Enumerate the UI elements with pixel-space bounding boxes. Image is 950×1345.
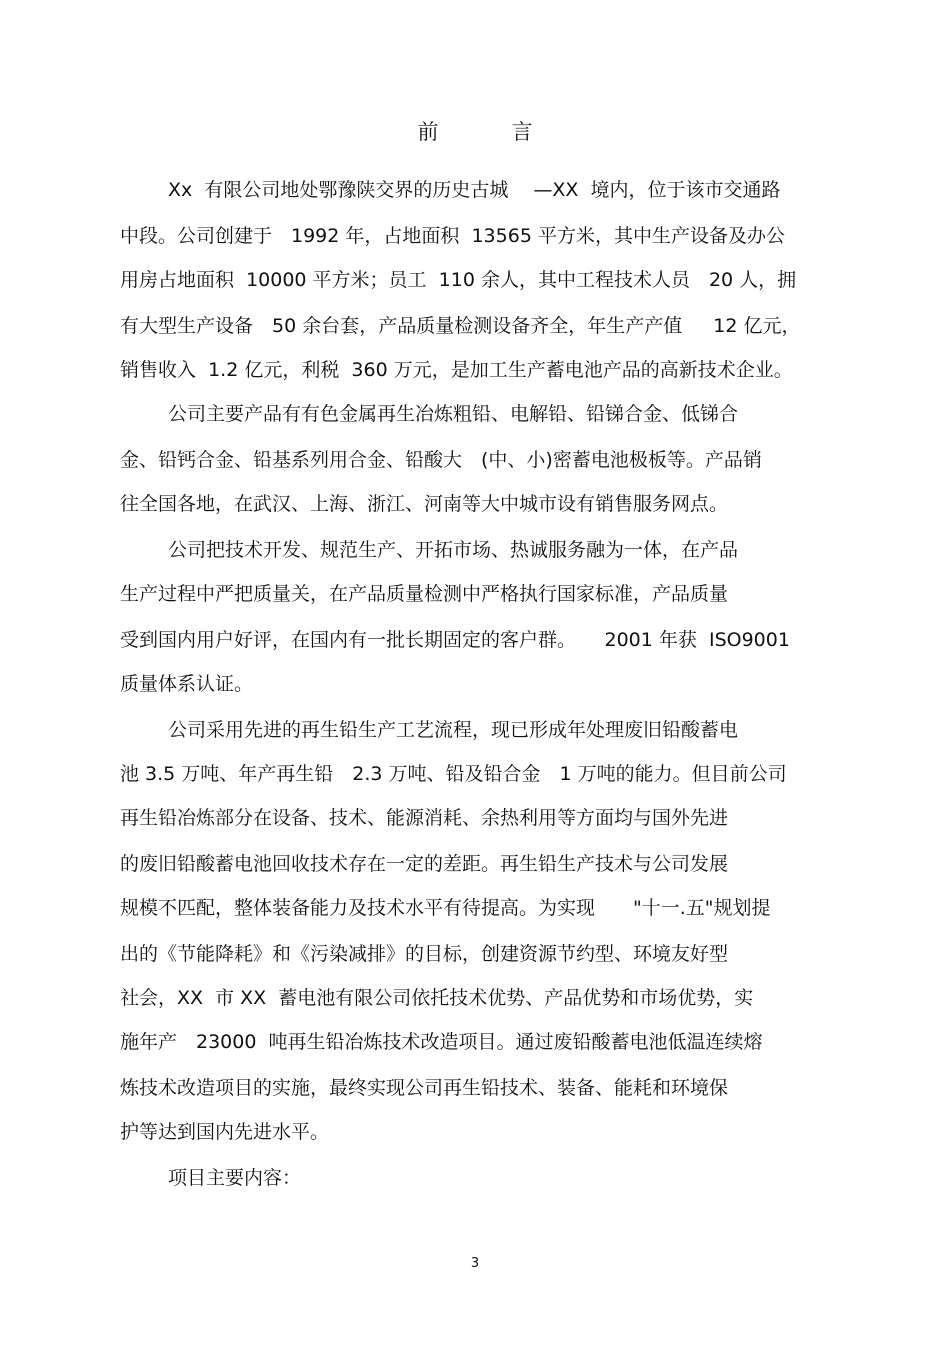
paragraph-line: 的废旧铅酸蓄电池回收技术存在一定的差距。再生铅生产技术与公司发展 [120,853,729,875]
paragraph-line: 再生铅冶炼部分在设备、技术、能源消耗、余热利用等方面均与国外先进 [120,807,729,829]
paragraph-line: 金、铅钙合金、铅基系列用合金、铅酸大 (中、小)密蓄电池极板等。产品销 [120,449,762,471]
page-number: 3 [470,1256,480,1271]
paragraph-line: 受到国内用户好评，在国内有一批长期固定的客户群。 2001 年获 ISO9001 [120,629,790,651]
page-title: 前 言 [417,120,559,144]
paragraph-line: 中段。公司创建于 1992 年，占地面积 13565 平方米，其中生产设备及办公 [120,225,785,247]
paragraph-line: 护等达到国内先进水平。 [120,1121,330,1143]
paragraph-line: 施年产 23000 吨再生铅冶炼技术改造项目。通过废铅酸蓄电池低温连续熔 [120,1031,763,1053]
paragraph-line: 往全国各地，在武汉、上海、浙江、河南等大中城市设有销售服务网点。 [120,493,729,515]
paragraph-line: Xx 有限公司地处鄂豫陕交界的历史古城 —XX 境内，位于该市交通路 [168,179,781,201]
paragraph-line: 出的《节能降耗》和《污染减排》的目标，创建资源节约型、环境友好型 [120,943,729,965]
paragraph-line: 项目主要内容： [168,1167,302,1189]
paragraph-line: 公司把技术开发、规范生产、开拓市场、热诚服务融为一体，在产品 [168,539,739,561]
paragraph-line: 生产过程中严把质量关，在产品质量检测中严格执行国家标准，产品质量 [120,583,729,605]
paragraph-line: 炼技术改造项目的实施，最终实现公司再生铅技术、装备、能耗和环境保 [120,1077,729,1099]
paragraph-line: 公司采用先进的再生铅生产工艺流程，现已形成年处理废旧铅酸蓄电 [168,719,739,741]
paragraph-line: 社会，XX 市 XX 蓄电池有限公司依托技术优势、产品优势和市场优势，实 [120,987,754,1009]
paragraph-line: 有大型生产设备 50 余台套，产品质量检测设备齐全，年生产产值 12 亿元， [120,315,801,337]
paragraph-line: 用房占地面积 10000 平方米；员工 110 余人，其中工程技术人员 20 人，拥 [120,269,797,291]
paragraph-line: 质量体系认证。 [120,673,254,695]
paragraph-line: 池 3.5 万吨、年产再生铅 2.3 万吨、铅及铅合金 1 万吨的能力。但目前公司 [120,763,787,785]
paragraph-line: 规模不匹配，整体装备能力及技术水平有待提高。为实现 "十一.五"规划提 [120,897,771,919]
paragraph-line: 公司主要产品有有色金属再生冶炼粗铅、电解铅、铅锑合金、低锑合 [168,403,739,425]
paragraph-line: 销售收入 1.2 亿元，利税 360 万元，是加工生产蓄电池产品的高新技术企业。 [120,359,793,381]
